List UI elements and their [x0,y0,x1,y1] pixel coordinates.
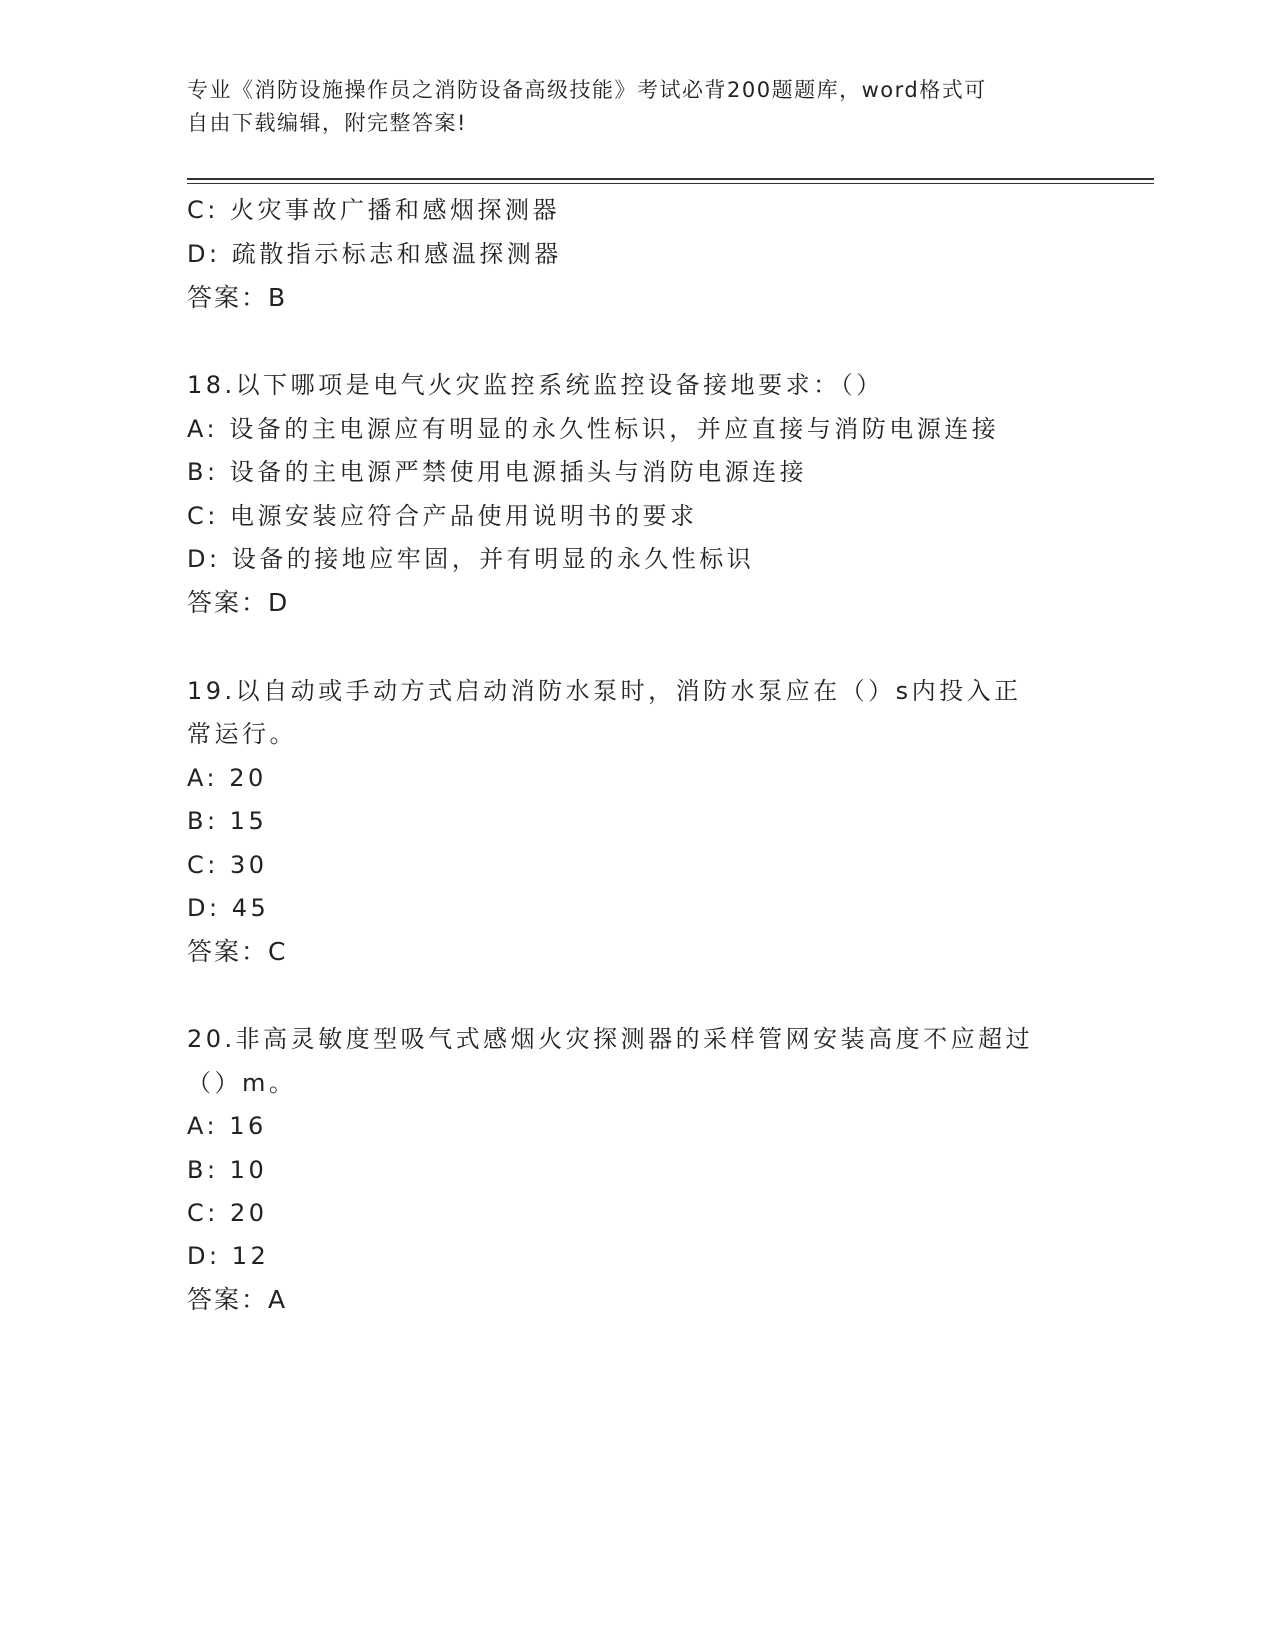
q20-question-line-2: （）m。 [187,1069,297,1097]
header-line-2: 自由下载编辑，附完整答案! [187,111,467,135]
q19-answer: 答案：C [187,937,288,966]
q18-option-b: B: 设备的主电源严禁使用电源插头与消防电源连接 [187,458,808,486]
q20-answer: 答案：A [187,1285,288,1314]
q20-option-c: C: 20 [187,1199,268,1227]
q19-option-d: D: 45 [187,894,270,922]
q19-question-line-2: 常运行。 [187,720,297,748]
q19-question-line-1: 19.以自动或手动方式启动消防水泵时，消防水泵应在（）s内投入正 [187,677,1022,705]
q19-option-c: C: 30 [187,851,268,879]
q18-question: 18.以下哪项是电气火灾监控系统监控设备接地要求：（） [187,371,884,399]
q17-option-d: D: 疏散指示标志和感温探测器 [187,240,562,268]
header-divider-thick [187,178,1154,180]
q20-question-line-1: 20.非高灵敏度型吸气式感烟火灾探测器的采样管网安装高度不应超过 [187,1025,1034,1053]
q20-option-b: B: 10 [187,1156,268,1184]
q17-option-c: C: 火灾事故广播和感烟探测器 [187,196,560,224]
q19-option-a: A: 20 [187,764,267,792]
document-header [187,74,1067,140]
q19-option-b: B: 15 [187,807,268,835]
q18-option-a: A: 设备的主电源应有明显的永久性标识，并应直接与消防电源连接 [187,415,1000,443]
q20-option-d: D: 12 [187,1242,270,1270]
header-line-1: 专业《消防设施操作员之消防设备高级技能》考试必背200题题库，word格式可 [187,78,987,102]
q20-option-a: A: 16 [187,1112,267,1140]
q18-option-d: D: 设备的接地应牢固，并有明显的永久性标识 [187,545,755,573]
q18-answer: 答案：D [187,588,290,617]
q18-option-c: C: 电源安装应符合产品使用说明书的要求 [187,502,698,530]
header-divider-thin [187,183,1154,184]
q17-answer: 答案：B [187,283,288,312]
